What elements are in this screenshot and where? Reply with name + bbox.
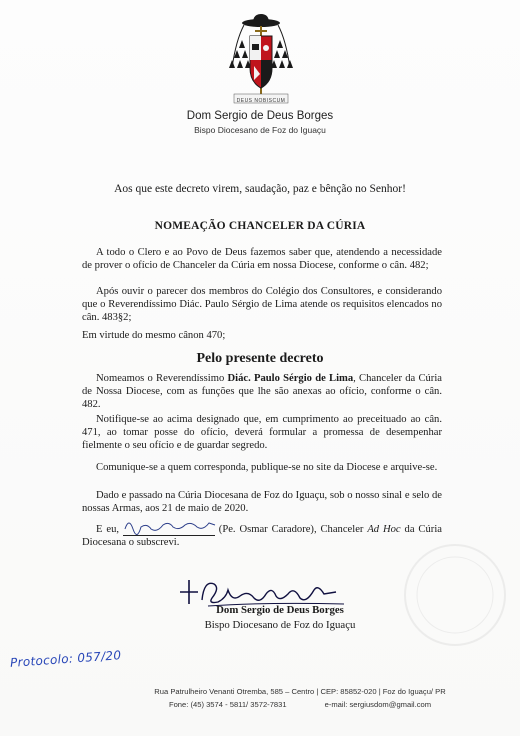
crest-motto: DEUS NOBISCUM (236, 98, 286, 104)
appointment-suffix: , Chanceler da Cúria de Nossa Diocese, com as funções que lhe são anexas ao ofício, conforme o cân. 482. (82, 373, 442, 410)
seal-watermark-icon (400, 540, 510, 650)
paragraph-date-place: Dado e passado na Cúria Diocesana de Foz do Iguaçu, sob o nosso sinal e selo de nossas Armas, aos 21 de maio de 2020. (82, 490, 442, 514)
subscription-middle: (Pe. Osmar Caradore), Chanceler (214, 524, 368, 535)
signer-title: Bispo Diocesano de Foz do Iguaçu (204, 619, 356, 631)
paragraph-intro: A todo o Clero e ao Povo de Deus fazemos saber que, atendendo a necessidade de prover o ofício de Chanceler da Cúria em nossa Diocese, conforme o cân. 482; (82, 247, 442, 271)
episcopal-crest-icon (222, 10, 300, 110)
chancellor-signature (123, 523, 215, 536)
protocol-note: Protocolo: 057/20 (9, 648, 122, 670)
signer-name: Dom Sergio de Deus Borges (216, 604, 344, 616)
footer-email: e-mail: sergiusdom@gmail.com (324, 700, 432, 709)
paragraph-appointment (82, 372, 442, 411)
appointment-prefix: Nomeamos o Reverendíssimo (96, 373, 228, 384)
footer-address: Rua Patrulheiro Venanti Otremba, 585 – Centro | CEP: 85852-020 | Foz do Iguaçu/ PR (154, 687, 446, 696)
subscription-suffix: da Cúria Diocesana o subscrevi. (82, 524, 442, 548)
document-title: NOMEAÇÃO CHANCELER DA CÚRIA (154, 220, 366, 232)
ad-hoc-label: Ad Hoc (367, 524, 401, 535)
salutation: Aos que este decreto virem, saudação, paz e bênção no Senhor! (114, 183, 406, 195)
paragraph-consultation: Após ouvir o parecer dos membros do Colégio dos Consultores, e considerando que o Reverendíssimo Diác. Paulo Sérgio de Lima atende os requisitos elencados no cân. 483§2; (82, 286, 442, 323)
decree-heading: Pelo presente decreto (196, 351, 324, 366)
paragraph-publication: Comunique-se a quem corresponda, publique-se no site da Diocese e arquive-se. (96, 462, 438, 473)
footer-phone: Fone: (45) 3574 - 5811/ 3572-7831 (168, 700, 287, 709)
footer-contacts (0, 700, 520, 709)
paragraph-notification: Notifique-se ao acima designado que, em cumprimento ao preceituado ao cân. 471, ao tomar posse do ofício, deverá formular a promessa de desempenhar fielmente o seu ofício e de guardar segredo. (82, 414, 442, 451)
appointee-name: Diác. Paulo Sérgio de Lima (227, 373, 354, 384)
chancellor-signature-icon (117, 515, 221, 537)
paragraph-subscription (82, 523, 442, 549)
letterhead-name: Dom Sergio de Deus Borges (186, 110, 334, 122)
letterhead-title: Bispo Diocesano de Foz do Iguaçu (194, 125, 326, 135)
subscription-prefix: E eu, (96, 524, 123, 535)
paragraph-canon: Em virtude do mesmo cânon 470; (82, 330, 226, 341)
